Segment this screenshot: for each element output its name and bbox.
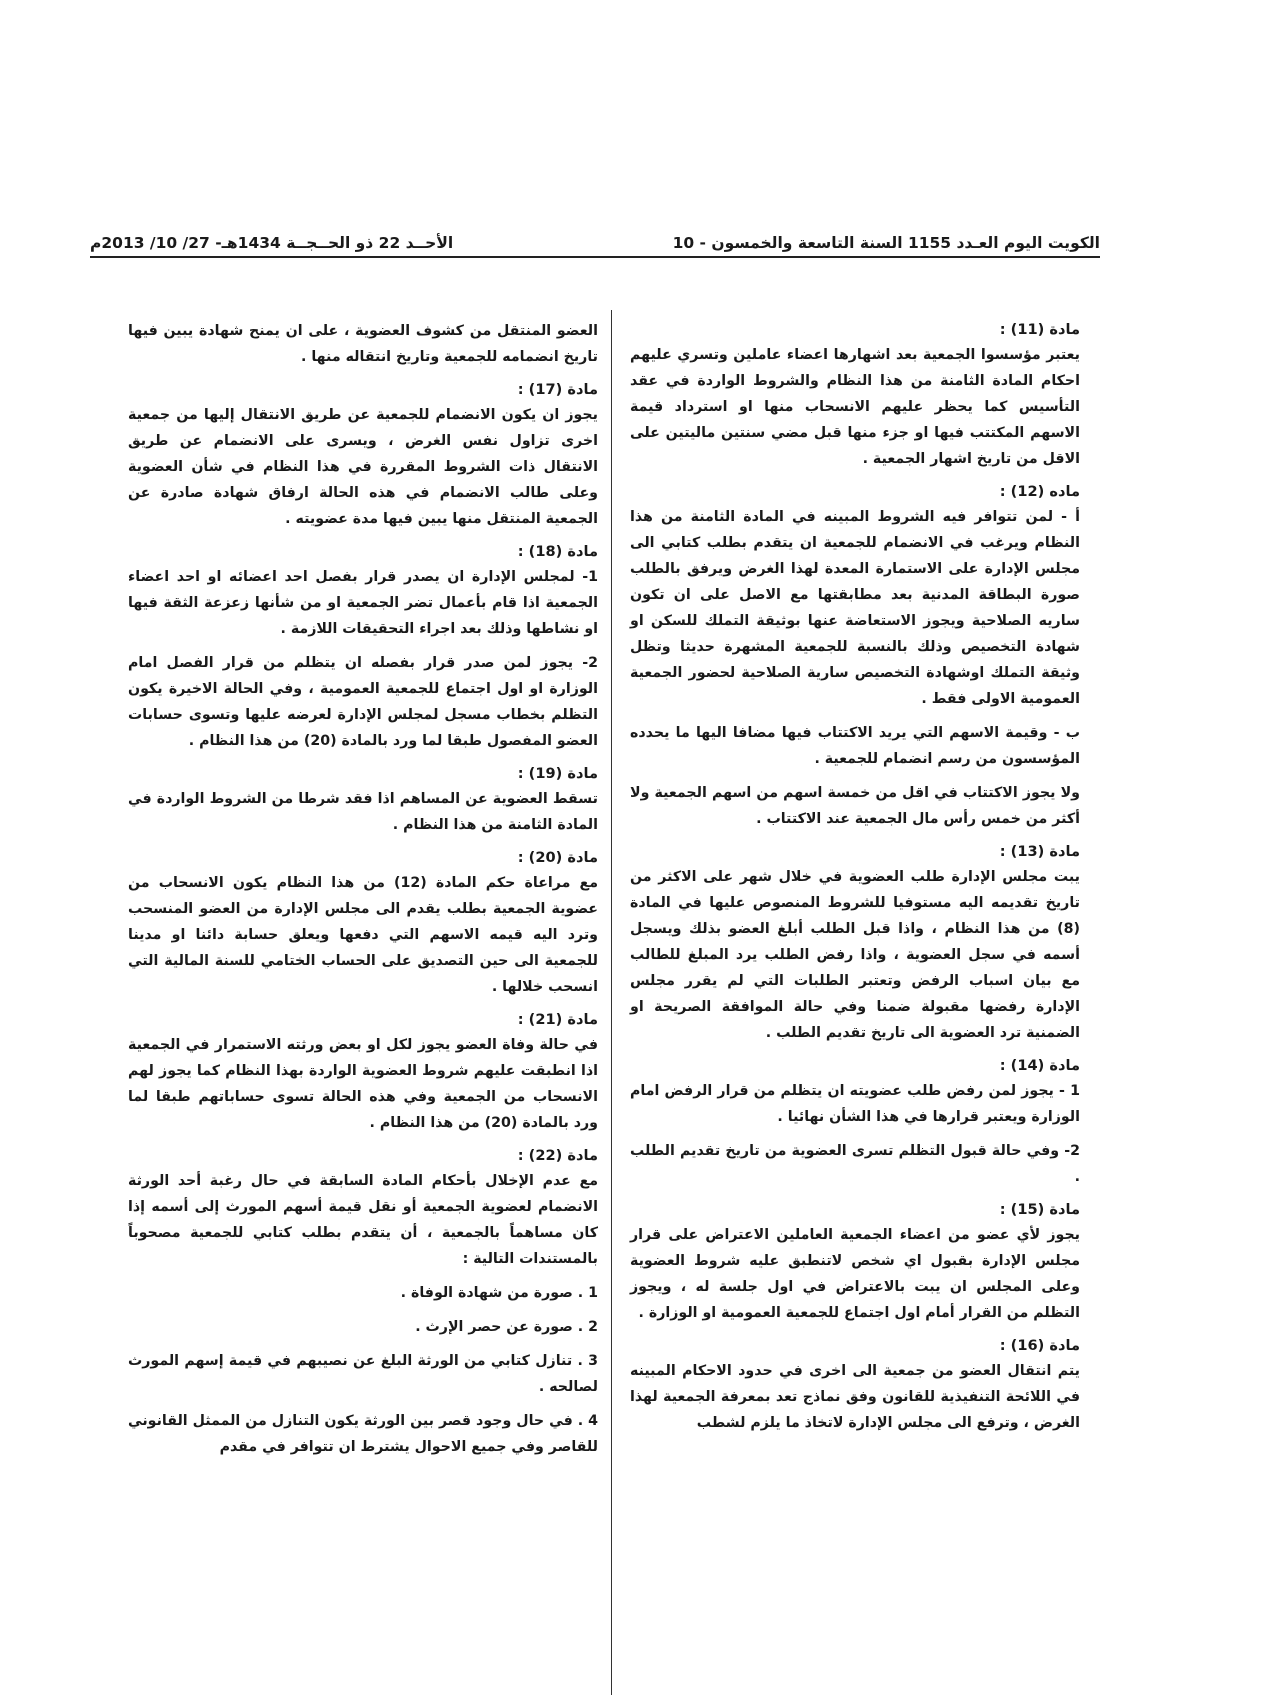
article-block — [625, 1334, 1080, 1436]
article-paragraph: 2- يجوز لمن صدر قرار بفصله ان يتظلم من قرار الفصل امام الوزارة او اول اجتماع للجمعية العمومية ، وفي الحالة الاخيرة يكون التظلم بخطاب مسجل لمجلس الإدارة لعرضه عليها وتسوى حسابات العضو المفصول طبقا لما ورد بالمادة (20) من هذا النظام . — [123, 655, 598, 749]
article-block — [123, 1008, 598, 1136]
article-block — [625, 318, 1080, 472]
article-paragraph: مع عدم الإخلال بأحكام المادة السابقة في حال رغبة أحد الورثة الانضمام لعضوية الجمعية أو نقل قيمة أسهم المورث إلى أسمه إذا كان مساهماً بالجمعية ، أن يتقدم بطلب كتابي للجمعية مصحوباً بالمستندات التالية : — [123, 1173, 598, 1267]
article-paragraph: 3 . تنازل كتابي من الورثة البلغ عن نصيبهم في قيمة إسهم المورث لصالحه . — [123, 1353, 598, 1395]
article-title: مادة (15) : — [999, 1201, 1080, 1218]
article-block — [123, 378, 598, 532]
header-rule — [90, 256, 1100, 258]
article-block — [123, 762, 598, 838]
article-title: مادة (11) : — [999, 321, 1080, 338]
article-title: مادة (16) : — [999, 1337, 1080, 1354]
article-title: مادة (19) : — [517, 765, 598, 782]
article-title: مادة (13) : — [999, 843, 1080, 860]
header-date: الأحــد 22 ذو الحــجــة 1434هـ- 27/ 10/ 2013م — [90, 234, 454, 252]
article-title: مادة (18) : — [517, 543, 598, 560]
article-paragraph: يتم انتقال العضو من جمعية الى اخرى في حدود الاحكام المبينه في اللائحة التنفيذية للقانون وفق نماذج تعد بمعرفة الجمعية لهذا الغرض ، وترفع الى مجلس الإدارة لاتخاذ ما يلزم لشطب — [625, 1363, 1080, 1431]
article-title: مادة (21) : — [517, 1011, 598, 1028]
article-paragraph: 1- لمجلس الإدارة ان يصدر قرار بفصل احد اعضائه او احد اعضاء الجمعية اذا قام بأعمال تضر الجمعية او من شأنها زعزعة الثقة فيها او نشاطها وذلك بعد اجراء التحقيقات اللازمة . — [123, 569, 598, 637]
article-block — [625, 840, 1080, 1046]
article-paragraph: أ - لمن تتوافر فيه الشروط المبينه في المادة الثامنة من هذا النظام ويرغب في الانضمام للجمعية ان يتقدم بطلب كتابي الى مجلس الإدارة على الاستمارة المعدة لهذا الغرض ويرفق بالطلب صورة البطاقة المدنية بعد مطابقتها مع الاصل على ان تكون ساريه الصلاحية ويجوز الاستعاضة عنها بوثيقة التملك للسكن او شهادة التخصيص وذلك بالنسبة للجمعية المشهرة حديثا وتظل وثيقة التملك اوشهادة التخصيص سارية الصلاحية لحضور الجمعية العمومية الاولى فقط . — [625, 509, 1080, 707]
article-block — [123, 318, 598, 370]
article-block — [123, 846, 598, 1000]
header-issue-info: الكويت اليوم العـدد 1155 السنة التاسعة والخمسون - 10 — [672, 234, 1100, 252]
article-paragraph: 2- وفي حالة قبول التظلم تسرى العضوية من تاريخ تقديم الطلب . — [625, 1143, 1080, 1185]
article-title: ماده (12) : — [999, 483, 1080, 500]
article-paragraph: يبت مجلس الإدارة طلب العضوية في خلال شهر على الاكثر من تاريخ تقديمه اليه مستوفيا للشروط المنصوص عليها في المادة (8) من هذا النظام ، واذا قبل الطلب أبلغ العضو بذلك ويسجل أسمه في سجل العضوية ، واذا رفض الطلب يرد المبلغ للطالب مع بيان اسباب الرفض وتعتبر الطلبات التي لم يقرر مجلس الإدارة رفضها مقبولة ضمنا وفي حالة الموافقة الصريحة او الضمنية ترد العضوية الى تاريخ تقديم الطلب . — [625, 869, 1080, 1041]
right-column — [625, 318, 1080, 1444]
article-block — [123, 1144, 598, 1460]
article-title: مادة (17) : — [517, 381, 598, 398]
article-paragraph: تسقط العضوية عن المساهم اذا فقد شرطا من الشروط الواردة في المادة الثامنة من هذا النظام . — [123, 791, 598, 833]
article-paragraph: العضو المنتقل من كشوف العضوية ، على ان يمنح شهادة يبين فيها تاريخ انضمامه للجمعية وتاريخ انتقاله منها . — [123, 323, 598, 365]
article-paragraph: 1 . صورة من شهادة الوفاة . — [400, 1285, 598, 1301]
article-paragraph: يجوز لأي عضو من اعضاء الجمعية العاملين الاعتراض على قرار مجلس الإدارة بقبول اي شخص لاتنطبق عليه شروط العضوية وعلى المجلس ان يبت بالاعتراض في اول جلسة له ، ويجوز التظلم من القرار أمام اول اجتماع للجمعية العمومية او الوزارة . — [625, 1227, 1080, 1321]
article-block — [625, 480, 1080, 832]
left-column — [123, 318, 598, 1468]
article-title: مادة (14) : — [999, 1057, 1080, 1074]
article-title: مادة (22) : — [517, 1147, 598, 1164]
article-paragraph: ولا يجوز الاكتتاب في اقل من خمسة اسهم من اسهم الجمعية ولا أكثر من خمس رأس مال الجمعية عند الاكتتاب . — [625, 785, 1080, 827]
article-block — [625, 1198, 1080, 1326]
page-header — [90, 222, 1100, 252]
article-block — [625, 1054, 1080, 1190]
article-paragraph: يعتبر مؤسسوا الجمعية بعد اشهارها اعضاء عاملين وتسري عليهم احكام المادة الثامنة من هذا النظام والشروط الواردة في عقد التأسيس كما يحظر عليهم الانسحاب منها او استرداد قيمة الاسهم المكتتب فيها او جزء منها قبل مضي سنتين ماليتين على الاقل من تاريخ اشهار الجمعية . — [625, 347, 1080, 467]
article-paragraph: في حالة وفاة العضو يجوز لكل او بعض ورثته الاستمرار في الجمعية اذا انطبقت عليهم شروط العضوية الواردة بهذا النظام كما يجوز لهم الانسحاب من الجمعية وفي هذه الحالة تسوى حساباتهم طبقا لما ورد بالمادة (20) من هذا النظام . — [123, 1037, 598, 1131]
article-paragraph: يجوز ان يكون الانضمام للجمعية عن طريق الانتقال إليها من جمعية اخرى تزاول نفس الغرض ، ويسرى على الانضمام عن طريق الانتقال ذات الشروط المقررة في هذا النظام في شأن العضوية وعلى طالب الانضمام في هذه الحالة ارفاق شهادة صادرة عن الجمعية المنتقل منها يبين فيها مدة عضويته . — [123, 407, 598, 527]
article-paragraph: 1 - يجوز لمن رفض طلب عضويته ان يتظلم من قرار الرفض امام الوزارة ويعتبر قرارها في هذا الشأن نهائيا . — [625, 1083, 1080, 1125]
article-paragraph: مع مراعاة حكم المادة (12) من هذا النظام يكون الانسحاب من عضوية الجمعية بطلب يقدم الى مجلس الإدارة من العضو المنسحب وترد اليه قيمه الاسهم التي دفعها ويعلق حسابة دائنا او مدينا للجمعية الى حين التصديق على الحساب الختامي للسنة المالية التي انسحب خلالها . — [123, 875, 598, 995]
article-paragraph: 2 . صورة عن حصر الإرث . — [415, 1319, 598, 1335]
article-block — [123, 540, 598, 754]
article-paragraph: ب - وقيمة الاسهم التي يريد الاكتتاب فيها مضافا اليها ما يحدده المؤسسون من رسم انضمام للجمعية . — [625, 725, 1080, 767]
article-title: مادة (20) : — [517, 849, 598, 866]
article-paragraph: 4 . في حال وجود قصر بين الورثة يكون التنازل من الممثل القانوني للقاصر وفي جميع الاحوال يشترط ان تتوافر في مقدم — [123, 1413, 598, 1455]
column-divider — [611, 310, 612, 1695]
